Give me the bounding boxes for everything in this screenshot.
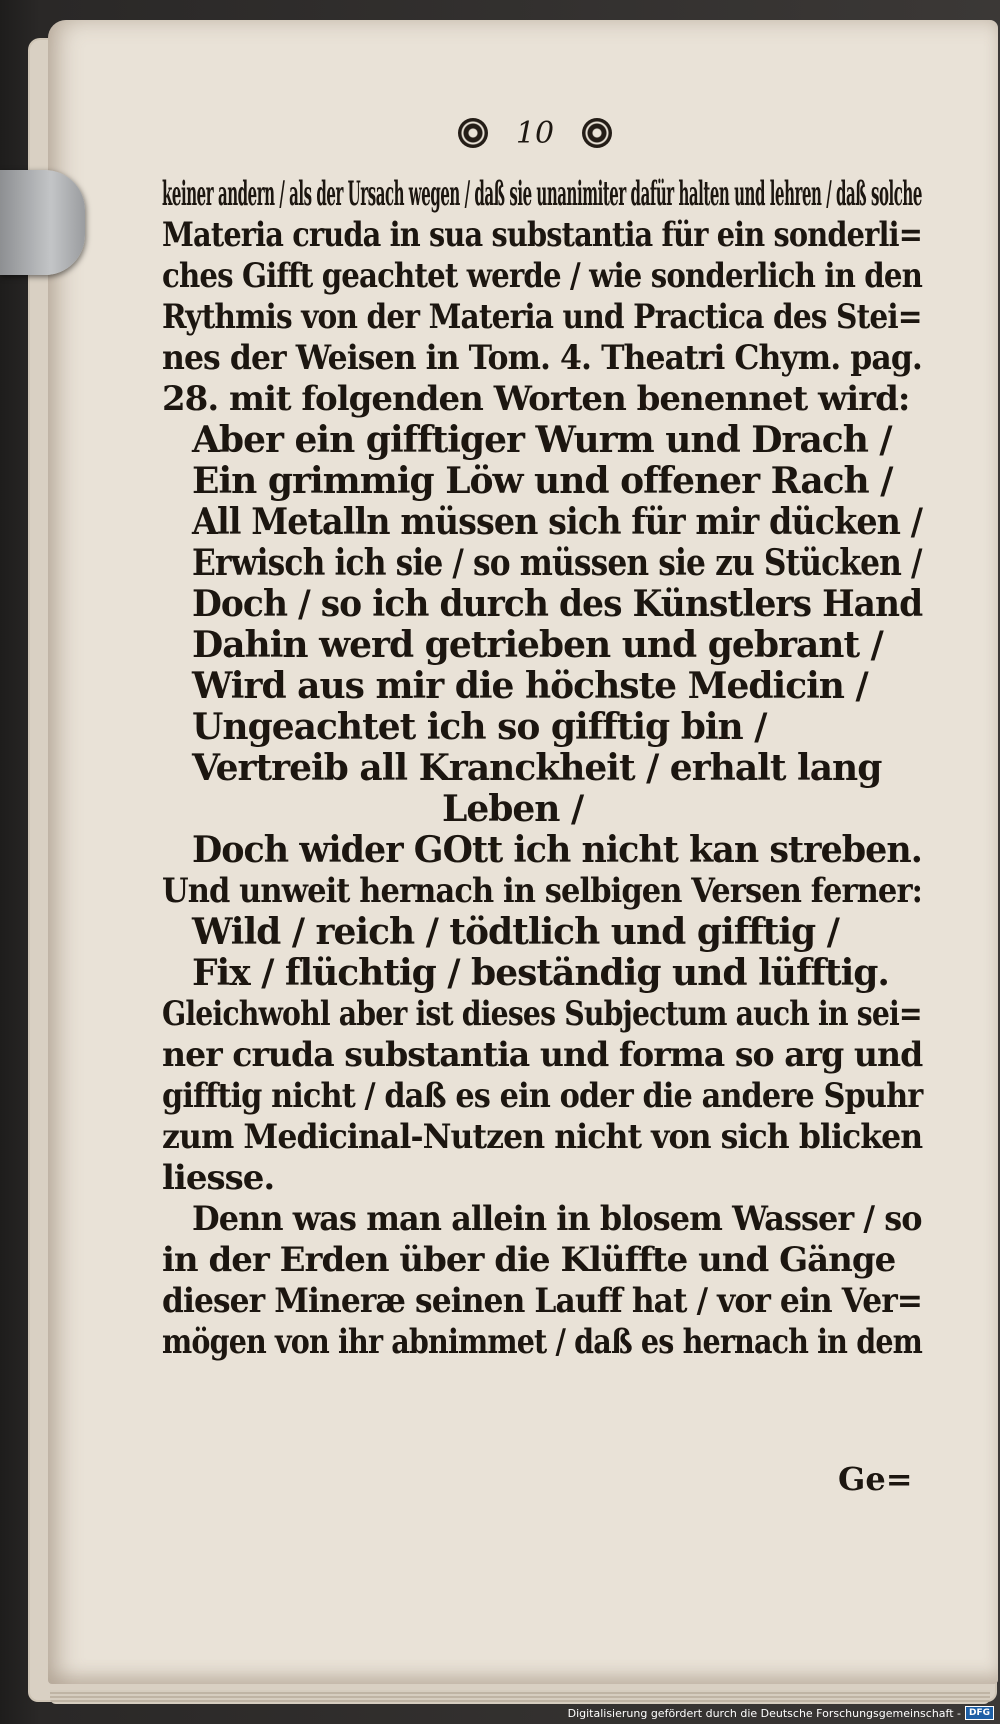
page-number: 10 [515, 115, 555, 151]
text-line: mögen von ihr abnimmet / daß es hernach in dem [162, 1322, 923, 1362]
text-line: Ungeachtet ich so gifftig bin / [192, 706, 767, 748]
text-line: Fix / flüchtig / beständig und lüfftig. [192, 952, 889, 994]
text-line: Denn was man allein in blosem Wasser / so [192, 1199, 922, 1239]
text-line: in der Erden über die Klüffte und Gänge [162, 1240, 896, 1280]
text-line: Materia cruda in sua substantia für ein sonderli= [162, 215, 922, 255]
text-line: Dahin werd getrieben und gebrant / [192, 624, 883, 666]
page-header [440, 113, 630, 153]
catchword: Ge= [838, 1460, 913, 1498]
text-line: liesse. [162, 1158, 275, 1198]
text-line: Rythmis von der Materia und Practica des Stei= [162, 297, 922, 337]
text-line: ches Gifft geachtet werde / wie sonderlich in den [162, 256, 923, 296]
text-line: zum Medicinal-Nutzen nicht von sich blicken [162, 1117, 923, 1157]
text-line: Gleichwohl aber ist dieses Subjectum auch in sei= [162, 994, 922, 1034]
dfg-logo: DFG [965, 1706, 994, 1720]
footer-credit [568, 1706, 994, 1720]
text-line: nes der Weisen in Tom. 4. Theatri Chym. pag. [162, 338, 922, 378]
text-line: gifftig nicht / daß es ein oder die andere Spuhr [162, 1076, 923, 1116]
text-line: Erwisch ich sie / so müssen sie zu Stücken / [192, 542, 922, 584]
text-line: Wild / reich / tödtlich und gifftig / [192, 911, 839, 953]
text-line: Doch / so ich durch des Künstlers Hand [192, 583, 923, 625]
ornament-right-icon [582, 118, 612, 148]
text-line: Aber ein gifftiger Wurm und Drach / [192, 419, 892, 461]
text-line: 28. mit folgenden Worten benennet wird: [162, 379, 910, 419]
text-line: All Metalln müssen sich für mir dücken / [192, 501, 922, 543]
text-line: Ein grimmig Löw und offener Rach / [192, 460, 893, 502]
text-line: keiner andern / als der Ursach wegen / daß sie unanimiter dafür halten und lehren / daß solche [162, 174, 922, 214]
text-line: Und unweit hernach in selbigen Versen ferner: [162, 871, 922, 911]
footer-text: Digitalisierung gefördert durch die Deutsche Forschungsgemeinschaft - [567, 1706, 961, 1720]
page-edges [50, 1690, 990, 1704]
text-line: dieser Mineræ seinen Lauff hat / vor ein Ver= [162, 1281, 923, 1321]
text-line: ner cruda substantia und forma so arg und [162, 1035, 923, 1075]
text-line: Doch wider GOtt ich nicht kan streben. [192, 829, 922, 871]
text-line: Vertreib all Kranckheit / erhalt lang [192, 747, 882, 789]
ornament-left-icon [458, 118, 488, 148]
bookmark-clip [0, 170, 85, 275]
text-line: Wird aus mir die höchste Medicin / [192, 665, 868, 707]
text-line: Leben / [442, 788, 584, 830]
